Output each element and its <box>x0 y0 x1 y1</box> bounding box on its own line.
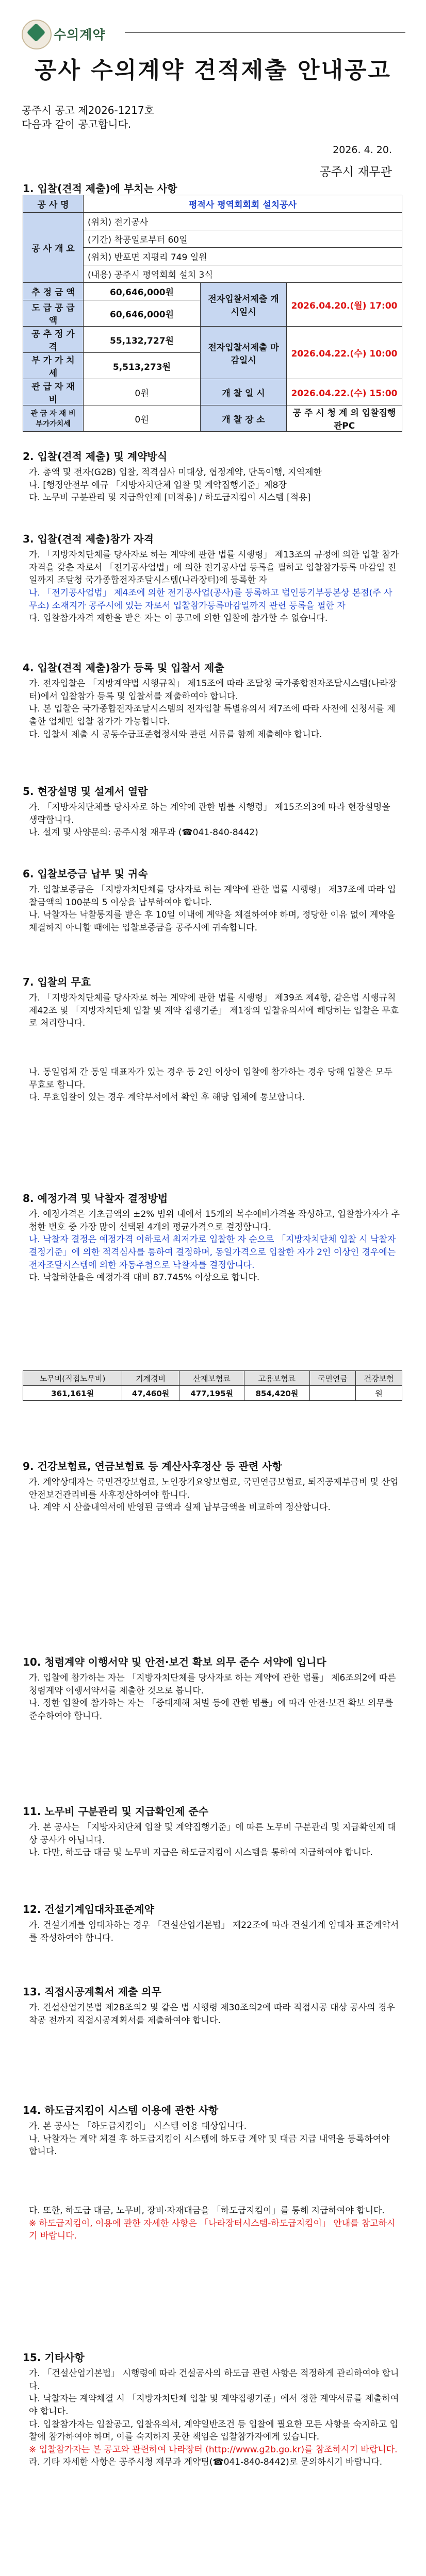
section-12-body <box>29 1919 400 1944</box>
section-3-heading: 3. 입찰(견적 제출)참가 자격 <box>23 533 154 545</box>
header-rule <box>125 32 405 33</box>
table-row <box>23 379 402 405</box>
paragraph: 나. 설계 및 사양문의: 공주시청 재무과 (☎041-840-8442) <box>29 827 258 838</box>
table-row <box>23 1386 402 1401</box>
price-label: 도 급 공 급 액 <box>23 300 84 327</box>
paragraph: 나. 정한 입찰에 참가하는 자는 「중대재해 처벌 등에 관한 법률」에 따라 안전·보건 확보 의무를 준수하여야 합니다. <box>29 1698 394 1721</box>
section-7-body <box>29 992 400 1104</box>
section-6-body <box>29 884 400 935</box>
section-12-heading: 12. 건설기계임대차표준계약 <box>23 1903 154 1916</box>
city-logo <box>22 18 117 48</box>
overview-label: 공 사 개 요 <box>23 213 84 283</box>
section-4-body <box>29 677 400 741</box>
schedule-value: 2026.04.22.(수) 15:00 <box>287 379 402 405</box>
section-6-heading: 6. 입찰보증금 납부 및 귀속 <box>23 868 148 880</box>
section-15-heading: 15. 기타사항 <box>23 2351 85 2364</box>
section-10-heading: 10. 청렴계약 이행서약 및 안전·보건 확보 의무 준수 서약에 입니다 <box>23 1656 326 1668</box>
paragraph: 가. 「건설산업기본법」 시행령에 따라 건설공사의 하도급 관련 사항은 적정하게 관리하여야 합니다. <box>29 2368 399 2392</box>
paragraph: 가. 「지방자치단체를 당사자로 하는 계약에 관한 법률 시행령」 제13조의 규정에 의한 입찰 참가자격을 갖춘 자로서 「전기공사업법」에 의한 전기공사업 등록을 필하고 입찰참가등록 마감일 전일까지 조달청 국가종합전자조달시스템(나라장터)에 등록한 자 <box>29 550 399 586</box>
contract-name-label: 공 사 명 <box>23 195 84 213</box>
table-cell <box>309 1386 356 1401</box>
section-14-body <box>29 2120 400 2243</box>
paragraph: 나. 다만, 하도급 대금 및 노무비 지급은 하도급지킴이 시스템을 통하여 지급하여야 합니다. <box>29 1848 373 1858</box>
paragraph: 라. 기타 자세한 사항은 공주시청 재무과 계약팀(☎041-840-8442)로 문의하시기 바랍니다. <box>29 2457 383 2468</box>
section-11-body <box>29 1821 400 1859</box>
section-9-body <box>29 1476 400 1514</box>
column-header: 건강보험 <box>356 1371 402 1386</box>
table-row <box>23 405 402 432</box>
price-value: 55,132,727원 <box>84 327 201 353</box>
section-8-body <box>29 1208 400 1284</box>
notice-date: 2026. 4. 20. <box>333 144 392 156</box>
paragraph: 다. 노무비 구분관리 및 지급확인제 [미적용] / 하도급지킴이 시스템 [적용] <box>29 493 311 503</box>
price-value: 0원 <box>84 379 201 405</box>
schedule-value: 2026.04.20.(월) 17:00 <box>287 283 402 327</box>
column-header: 고용보험료 <box>244 1371 309 1386</box>
page-title: 공사 수의계약 견적제출 안내공고 <box>34 57 391 83</box>
paragraph: 가. 「지방자치단체를 당사자로 하는 계약에 관한 법률 시행령」 제15조의3에 따라 현장설명을 생략합니다. <box>29 802 390 825</box>
price-label: 공 추 정 가 격 <box>23 327 84 353</box>
paragraph: 다. 입찰서 제출 시 공동수급표준협정서와 관련 서류를 함께 제출해야 합니다. <box>29 729 322 740</box>
paragraph: 가. 입찰보증금은 「지방자치단체를 당사자로 하는 계약에 관한 법률 시행령」 제37조에 따라 입찰금액의 100분의 5 이상을 납부하여야 합니다. <box>29 885 396 908</box>
insurance-table <box>23 1370 402 1401</box>
section-2-body <box>29 466 400 504</box>
paragraph: 다. 또한, 하도급 대금, 노무비, 장비·자재대금을 「하도급지킴이」를 통해 지급하여야 합니다. <box>29 2205 385 2216</box>
bid-summary-table <box>23 195 402 432</box>
paragraph: 가. 본 공사는 「하도급지킴이」 시스템 이용 대상입니다. <box>29 2121 247 2131</box>
section-7-heading: 7. 입찰의 무효 <box>23 976 91 988</box>
paragraph: 가. 계약상대자는 국민건강보험료, 노인장기요양보험료, 국민연금보험료, 퇴직공제부금비 및 산업안전보건관리비를 사후정산하여야 합니다. <box>29 1477 399 1500</box>
schedule-label: 개 찰 장 소 <box>201 405 287 432</box>
issuer: 공주시 재무관 <box>319 165 392 179</box>
paragraph: 다. 입찰참가자는 입찰공고, 입찰유의서, 계약일반조건 등 입찰에 필요한 모든 사항을 숙지하고 입찰에 참가하여야 하며, 이를 숙지하지 못한 책임은 입찰참가자에게 있습니다. <box>29 2419 399 2443</box>
paragraph: 다. 무효입찰이 있는 경우 계약부서에서 확인 후 해당 업체에 통보합니다. <box>29 1092 305 1103</box>
schedule-label: 개 찰 일 시 <box>201 379 287 405</box>
paragraph: 가. 예정가격은 기초금액의 ±2% 범위 내에서 15개의 복수예비가격을 작성하고, 입찰참가자가 추첨한 번호 중 가장 많이 선택된 4개의 평균가격으로 결정합니다. <box>29 1209 400 1232</box>
section-3-body <box>29 549 400 625</box>
column-header: 산재보험료 <box>179 1371 244 1386</box>
paragraph: 가. 전자입찰은 「지방계약법 시행규칙」 제15조에 따라 조달청 국가종합전자조달시스템(나라장터)에서 입찰참가 등록 및 입찰서를 제출하여야 합니다. <box>29 679 397 702</box>
price-label: 부 가 가 치 세 <box>23 353 84 379</box>
paragraph: 나. 낙찰자는 계약체결 시 「지방자치단체 입찰 및 계약집행기준」에서 정한 계약서류를 제출하여야 합니다. <box>29 2394 399 2417</box>
table-cell: 477,195원 <box>179 1386 244 1401</box>
section-9-heading: 9. 건강보험료, 연금보험료 등 계산사후정산 등 관련 사항 <box>23 1460 282 1472</box>
paragraph: 나. 「전기공사업법」 제4조에 의한 전기공사업(공사)를 등록하고 법인등기부등본상 본점(주 사무소) 소재지가 공주시에 있는 자로서 입찰참가등록마감일까지 관련 등록을 필한 자 <box>29 587 392 611</box>
section-13-body <box>29 2002 400 2027</box>
price-value: 5,513,273원 <box>84 353 201 379</box>
price-value: 0원 <box>84 405 201 432</box>
schedule-value: 공 주 시 청 계 의 입찰집행관PC <box>287 405 402 432</box>
table-cell: 854,420원 <box>244 1386 309 1401</box>
overview-line: (내용) 공주시 평역회회 설치 3식 <box>84 265 402 283</box>
section-4-heading: 4. 입찰(견적 제출)참가 등록 및 입찰서 제출 <box>23 662 224 674</box>
price-label: 관 급 자 재 비 <box>23 379 84 405</box>
price-label: 관 급 자 재 비 부가가치세 <box>23 405 84 432</box>
column-header: 기계경비 <box>122 1371 179 1386</box>
price-label: 추 정 금 액 <box>23 283 84 300</box>
table-cell: 361,161원 <box>23 1386 122 1401</box>
paragraph: 다. 낙찰하한율은 예정가격 대비 87.745% 이상으로 합니다. <box>29 1273 260 1283</box>
notice-number: 공주시 공고 제2026-1217호 <box>22 104 154 116</box>
city-emblem-icon <box>22 20 52 49</box>
section-14-heading: 14. 하도급지킴이 시스템 이용에 관한 사항 <box>23 2104 219 2116</box>
schedule-label: 전자입찰서제출 개시일시 <box>201 283 287 327</box>
price-value: 60,646,000원 <box>84 283 201 300</box>
overview-line: (위치) 전기공사 <box>84 213 402 230</box>
contract-name-value: 평적사 평역회회회 설치공사 <box>84 195 402 213</box>
paragraph: 나. [행정안전부 예규 「지방자치단체 입찰 및 계약집행기준」제8장 <box>29 480 287 490</box>
logo-text: 수의계약 <box>54 27 106 42</box>
schedule-value: 2026.04.22.(수) 10:00 <box>287 327 402 379</box>
paragraph: 나. 본 입찰은 국가종합전자조달시스템의 전자입찰 특별유의서 제7조에 따라 사전에 신청서를 제출한 업체만 입찰 참가가 가능합니다. <box>29 704 396 727</box>
paragraph: 나. 낙찰자는 계약 체결 후 하도급지킴이 시스템에 하도급 계약 및 대금 지급 내역을 등록하여야 합니다. <box>29 2133 390 2157</box>
column-header: 노무비(직접노무비) <box>23 1371 122 1386</box>
paragraph: ※ 입찰참가자는 본 공고와 관련하여 나라장터 (http://www.g2b.go.kr)를 참조하시기 바랍니다. <box>29 2444 398 2455</box>
table-row <box>23 327 402 353</box>
table-row <box>23 213 402 230</box>
section-11-heading: 11. 노무비 구분관리 및 지급확인제 준수 <box>23 1805 209 1818</box>
paragraph: 가. 「지방자치단체를 당사자로 하는 계약에 관한 법률 시행령」 제39조 제4항, 같은법 시행규칙 제42조 및 「지방자치단체 입찰 및 계약 집행기준」 제1장의 입찰유의서에 해당하는 입찰은 무효로 처리합니다. <box>29 993 399 1029</box>
paragraph: 가. 입찰에 참가하는 자는 「지방자치단체를 당사자로 하는 계약에 관한 법률」 제6조의2에 따른 청렴계약 이행서약서를 제출한 것으로 봅니다. <box>29 1673 396 1696</box>
overview-line: (기간) 착공일로부터 60일 <box>84 230 402 248</box>
section-5-body <box>29 801 400 839</box>
paragraph: 가. 건설산업기본법 제28조의2 및 같은 법 시행령 제30조의2에 따라 직접시공 대상 공사의 경우 착공 전까지 직접시공계획서를 제출하여야 합니다. <box>29 2003 395 2026</box>
notice-description: 다음과 같이 공고합니다. <box>22 118 132 130</box>
overview-line: (위치) 반포면 지평리 749 일원 <box>84 248 402 265</box>
paragraph: 가. 총액 및 전자(G2B) 입찰, 적격심사 미대상, 협정계약, 단독이행, 지역제한 <box>29 467 322 478</box>
table-row <box>23 283 402 300</box>
section-15-body <box>29 2367 400 2469</box>
paragraph: 나. 낙찰자 결정은 예정가격 이하로서 최저가로 입찰한 자 순으로 「지방자치단체 입찰 시 낙찰자 결정기준」에 의한 적격심사를 통하여 결정하며, 동일가격으로 입찰한 자가 2인 이상인 경우에는 전자조달시스템에 의한 자동추첨으로 낙찰자를 결정합니다. <box>29 1234 396 1270</box>
section-10-body <box>29 1672 400 1723</box>
section-13-heading: 13. 직접시공계획서 제출 의무 <box>23 1986 161 1998</box>
section-8-heading: 8. 예정가격 및 낙찰자 결정방법 <box>23 1192 168 1205</box>
paragraph: 가. 건설기계를 임대차하는 경우 「건설산업기본법」 제22조에 따라 건설기계 임대차 표준계약서를 작성하여야 합니다. <box>29 1920 399 1943</box>
paragraph: 나. 낙찰자는 낙찰통지를 받은 후 10일 이내에 계약을 체결하여야 하며, 정당한 이유 없이 계약을 체결하지 아니할 때에는 입찰보증금을 공주시에 귀속합니다. <box>29 910 396 933</box>
paragraph: 나. 동일업체 간 동일 대표자가 있는 경우 등 2인 이상이 입찰에 참가하는 경우 당해 입찰은 모두 무효로 합니다. <box>29 1066 392 1090</box>
table-row <box>23 195 402 213</box>
section-1-heading: 1. 입찰(견적 제출)에 부치는 사항 <box>23 182 177 195</box>
column-header: 국민연금 <box>309 1371 356 1386</box>
paragraph: 가. 본 공사는 「지방자치단체 입찰 및 계약집행기준」에 따른 노무비 구분관리 및 지급확인제 대상 공사가 아닙니다. <box>29 1822 396 1845</box>
table-cell: 47,460원 <box>122 1386 179 1401</box>
table-header-row <box>23 1371 402 1386</box>
schedule-label: 전자입찰서제출 마감일시 <box>201 327 287 379</box>
section-2-heading: 2. 입찰(견적 제출) 및 계약방식 <box>23 450 168 463</box>
paragraph: 나. 계약 시 산출내역서에 반영된 금액과 실제 납부금액을 비교하여 정산합니다. <box>29 1502 331 1513</box>
price-value: 60,646,000원 <box>84 300 201 327</box>
section-5-heading: 5. 현장설명 및 설계서 열람 <box>23 785 148 798</box>
table-cell: 원 <box>356 1386 402 1401</box>
paragraph: 다. 입찰참가자격 제한을 받은 자는 이 공고에 의한 입찰에 참가할 수 없습니다. <box>29 613 328 624</box>
paragraph: ※ 하도급지킴이, 이용에 관한 자세한 사항은 「나라장터시스템-하도급지킴이」 안내를 참고하시기 바랍니다. <box>29 2218 396 2242</box>
